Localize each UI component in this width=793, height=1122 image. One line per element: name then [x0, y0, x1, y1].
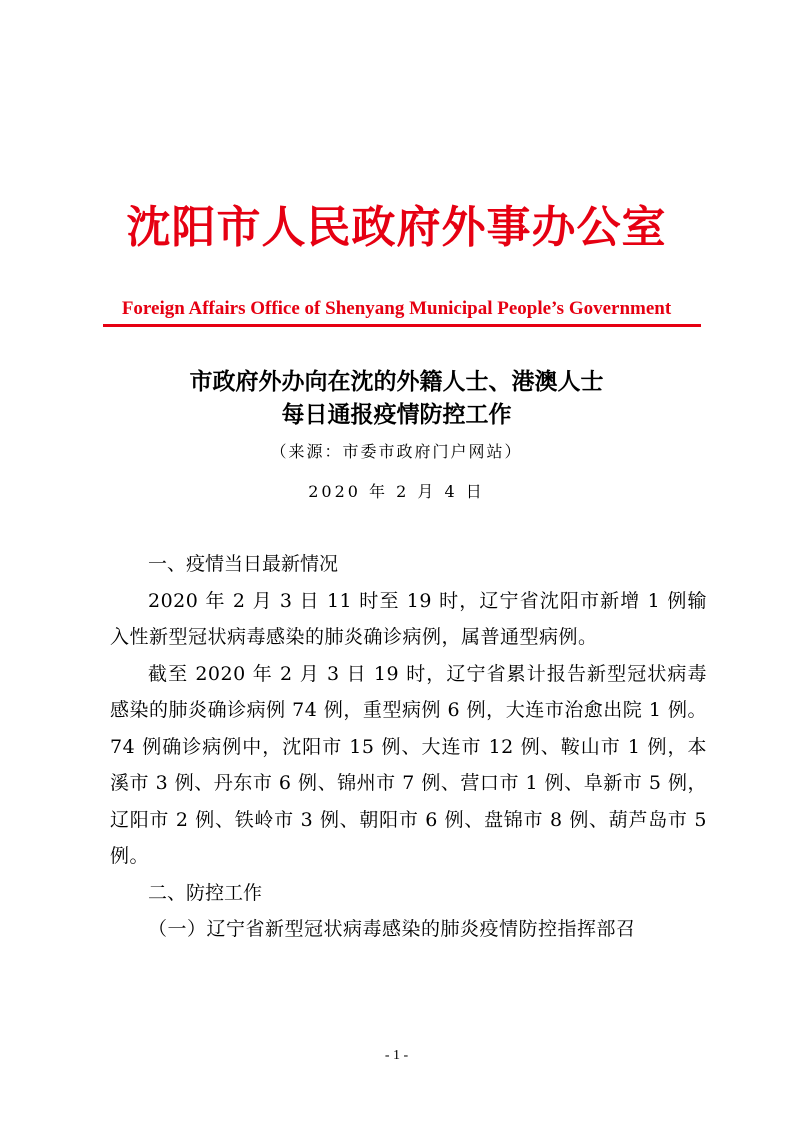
letterhead-divider-line — [103, 324, 701, 327]
document-body — [110, 546, 707, 948]
document-source: （来源：市委市政府门户网站） — [270, 442, 523, 461]
paragraph-cumulative-cases: 截至 2020 年 2 月 3 日 19 时，辽宁省累计报告新型冠状病毒感染的肺炎确诊病例 74 例，重型病例 6 例，大连市治愈出院 1 例。74 例确诊病例中，沈阳市 15 例、大连市 12 例、鞍山市 1 例，本溪市 3 例、丹东市 6 例、锦州市 7 例、营口市 1 例、阜新市 5 例，辽阳市 2 例、铁岭市 3 例、朝阳市 6 例、盘锦市 8 例、葫芦岛市 5 例。 — [110, 662, 707, 867]
paragraph-prevention-item-1: （一）辽宁省新型冠状病毒感染的肺炎疫情防控指挥部召 — [148, 918, 636, 940]
section-heading-prevention-work: 二、防控工作 — [148, 881, 263, 904]
document-date: 2020 年 2 月 4 日 — [308, 482, 485, 501]
page-number: - 1 - — [384, 1048, 409, 1063]
letterhead-title-english: Foreign Affairs Office of Shenyang Municipal People’s Government — [121, 298, 672, 319]
document-title-line-1: 市政府外办向在沈的外籍人士、港澳人士 — [189, 368, 604, 395]
paragraph-new-case: 2020 年 2 月 3 日 11 时至 19 时，辽宁省沈阳市新增 1 例输入性新型冠状病毒感染的肺炎确诊病例，属普通型病例。 — [110, 589, 707, 648]
section-heading-latest-situation: 一、疫情当日最新情况 — [148, 553, 339, 575]
document-title-line-2: 每日通报疫情防控工作 — [281, 401, 512, 428]
letterhead-title-chinese: 沈阳市人民政府外事办公室 — [126, 202, 667, 253]
